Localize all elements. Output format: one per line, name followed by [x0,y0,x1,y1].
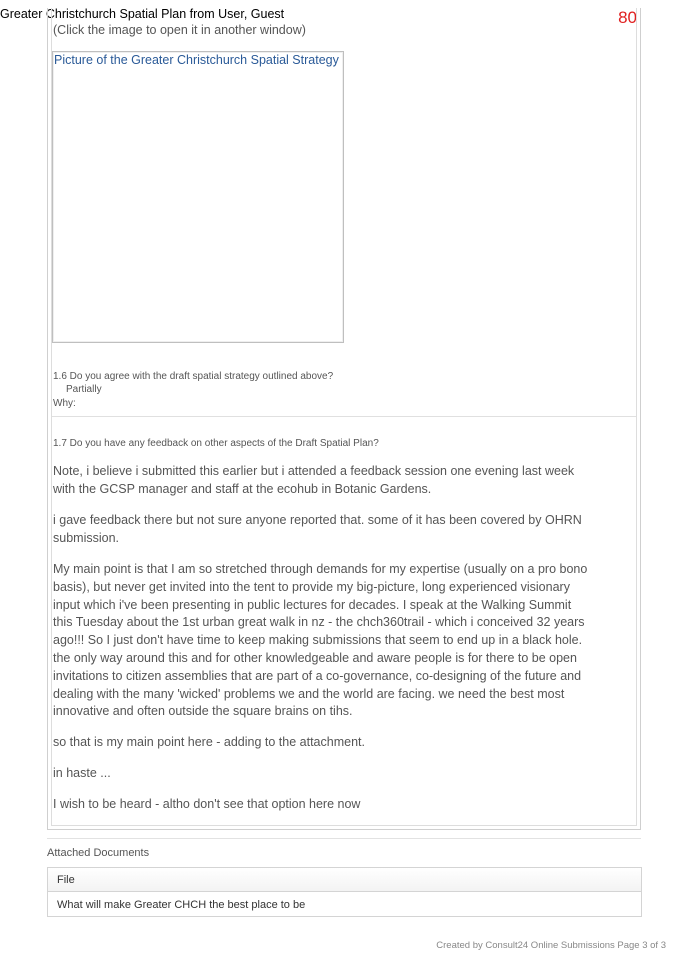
question-1-6-label: 1.6 Do you agree with the draft spatial strategy outlined above? [53,371,334,382]
attached-file-row[interactable]: What will make Greater CHCH the best place to be [57,899,306,911]
attached-documents-divider [47,838,641,839]
question-1-6-answer: Partially [66,384,102,395]
answer-paragraph: i gave feedback there but not sure anyone reported that. some of it has been covered by OHRN submission. [53,513,582,545]
document-title: Greater Christchurch Spatial Plan from User, Guest [0,7,285,21]
attached-documents-title: Attached Documents [47,847,150,859]
strategy-image-link[interactable]: Picture of the Greater Christchurch Spatial Strategy [54,53,339,67]
strategy-image-frame[interactable] [52,51,344,343]
page-number: 80 [618,8,637,27]
answer-paragraph: My main point is that I am so stretched through demands for my expertise (usually on a pro bono basis), but never get invited into the tent to provide my big-picture, long experienced visionary input which i've been presenting in public lectures for decades. I speak at the Walking Summit this Tuesday about the 1st urban great walk in nz - the chch360trail - which i conceived 32 years ago!!! So I just don't have time to keep making submissions that seem to end up in a black hole. the only way around this and for other knowledgeable and aware people is for there to be open invitations to citizen assemblies that are part of a co-governance, co-designing of the future and dealing with the many 'wicked' problems we and the world are facing. we need the best most innovative and often outside the square brains on tihs. [53,562,588,719]
page-footer: Created by Consult24 Online Submissions Page 3 of 3 [436,940,666,951]
question-1-6-why-label: Why: [53,398,76,409]
image-click-hint: (Click the image to open it in another window) [53,23,306,37]
answer-paragraph: I wish to be heard - altho don't see that option here now [53,797,361,811]
section-divider [52,416,636,417]
question-1-7-label: 1.7 Do you have any feedback on other aspects of the Draft Spatial Plan? [53,438,379,449]
answer-paragraph: Note, i believe i submitted this earlier but i attended a feedback session one evening last week with the GCSP manager and staff at the ecohub in Botanic Gardens. [53,464,575,496]
answer-paragraph: so that is my main point here - adding to the attachment. [53,735,365,749]
file-column-header: File [48,868,641,892]
answer-paragraph: in haste ... [53,766,111,780]
attached-documents-table [47,867,642,917]
